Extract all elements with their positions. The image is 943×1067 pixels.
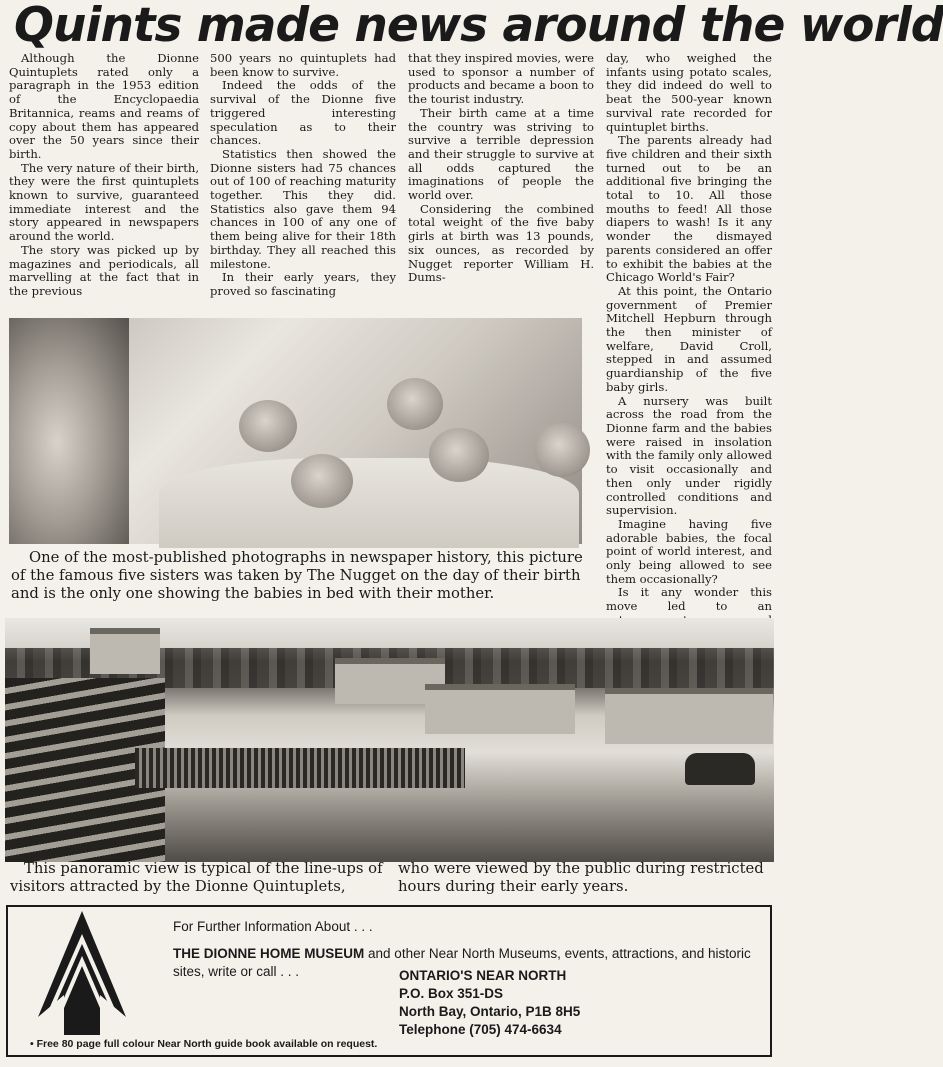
panoramic-visitors-photo	[5, 618, 774, 862]
crowd	[135, 748, 465, 788]
paragraph: Imagine having five adorable babies, the focal point of world interest, and only being allowed to see them occasionally?	[606, 516, 772, 586]
car	[685, 753, 755, 785]
paragraph: Indeed the odds of the survival of the Dionne five triggered interesting speculation as to their chances.	[210, 78, 396, 148]
mailing-address	[399, 967, 580, 1039]
paragraph: The very nature of their birth, they were the first quintuplets known to survive, guaranteed immediate interest and the story appeared in newspapers around the world.	[9, 160, 199, 244]
building	[605, 688, 773, 744]
ad-footer: • Free 80 page full colour Near North guide book available on request.	[30, 1038, 378, 1050]
baby-head	[291, 454, 353, 508]
address-line: Telephone (705) 474-6634	[399, 1022, 562, 1037]
paragraph: The story was picked up by magazines and periodicals, all marvelling at the fact that in the previous	[9, 242, 199, 298]
address-line: ONTARIO'S NEAR NORTH	[399, 968, 567, 983]
address-line: North Bay, Ontario, P1B 8H5	[399, 1004, 581, 1019]
baby-head	[534, 423, 590, 477]
arrow-tree-logo-icon	[36, 909, 128, 1035]
paragraph: A nursery was built across the road from the Dionne farm and the babies were raised in insolation with the family only allowed to visit occasionally and then only under rigidly controlled conditions and supervision.	[606, 393, 772, 518]
paragraph: Their birth came at a time the country was striving to survive a terrible depression and their struggle to survive at all odds captured the imaginations of people the world over.	[408, 105, 594, 203]
baby-head	[239, 400, 297, 452]
paragraph: Considering the combined total weight of the five baby girls at birth was 13 pounds, six ounces, as recorded by Nugget reporter William H. Dums-	[408, 201, 594, 285]
paragraph: Although the Dionne Quintuplets rated only a paragraph in the 1953 edition of the Encyclopaedia Britannica, reams and reams of copy about them has appeared over the 50 years since their birth.	[9, 51, 199, 161]
panorama-caption-right	[398, 860, 774, 896]
mother-figure	[9, 318, 129, 544]
paragraph: Statistics then showed the Dionne sisters had 75 chances out of 100 of reaching maturity together. This they did. Statistics also gave them 94 chances in 100 of any one of them being alive for their 18th birthday. They all reached this milestone.	[210, 146, 396, 271]
baby-head	[429, 428, 489, 482]
building	[90, 628, 160, 674]
blanket-shape	[159, 458, 579, 548]
baby-head	[387, 378, 443, 430]
paragraph: Is it any wonder this move led to an	[606, 585, 772, 614]
building	[425, 684, 575, 734]
paragraph: day, who weighed the infants using potato scales, they did indeed do well to beat the 500-year known survival rate recorded for quintuplet births.	[606, 51, 772, 134]
quintuplets-birth-photo	[9, 318, 582, 544]
article-column-3	[408, 52, 594, 310]
address-line: P.O. Box 351-DS	[399, 986, 504, 1001]
headline: Quints made news around the world	[14, 0, 943, 53]
museum-advertisement	[6, 905, 772, 1057]
paragraph: that they inspired movies, were used to sponsor a number of products and became a boon to the tourist industry.	[408, 51, 594, 107]
panorama-caption-left	[10, 860, 390, 896]
paragraph: The parents already had five children and their sixth turned out to be an additional five bringing the total to 10. All those mouths to feed! All those diapers to wash! Is it any wonder the dismayed parents considered an offer to exhibit the babies at the Chicago World's Fair?	[606, 133, 772, 285]
paragraph: At this point, the Ontario government of Premier Mitchell Hepburn through the then minister of welfare, David Croll, stepped in and assumed guardianship of the five baby girls.	[606, 283, 772, 394]
article-column-4	[606, 52, 772, 614]
ad-body-text: and other Near North Museums, events, attractions, and historic sites, write or call . . .	[173, 946, 751, 979]
caption-text: One of the most-published photographs in newspaper history, this picture of the famous five sisters was taken by The Nugget on the day of their birth and is the only one showing the babies in bed with their mother.	[11, 549, 583, 602]
museum-name: THE DIONNE HOME MUSEUM	[173, 946, 365, 961]
caption-text: who were viewed by the public during restricted hours during their early years.	[398, 860, 764, 895]
article-column-1	[9, 52, 199, 310]
photo-caption	[11, 549, 591, 603]
paragraph: In their early years, they proved so fascinating	[210, 270, 396, 298]
paragraph: 500 years no quintuplets had been know to survive.	[210, 51, 396, 79]
article-column-2	[210, 52, 396, 310]
ad-intro: For Further Information About . . .	[173, 919, 373, 934]
caption-text: This panoramic view is typical of the line-ups of visitors attracted by the Dionne Quintuplets,	[10, 860, 383, 895]
